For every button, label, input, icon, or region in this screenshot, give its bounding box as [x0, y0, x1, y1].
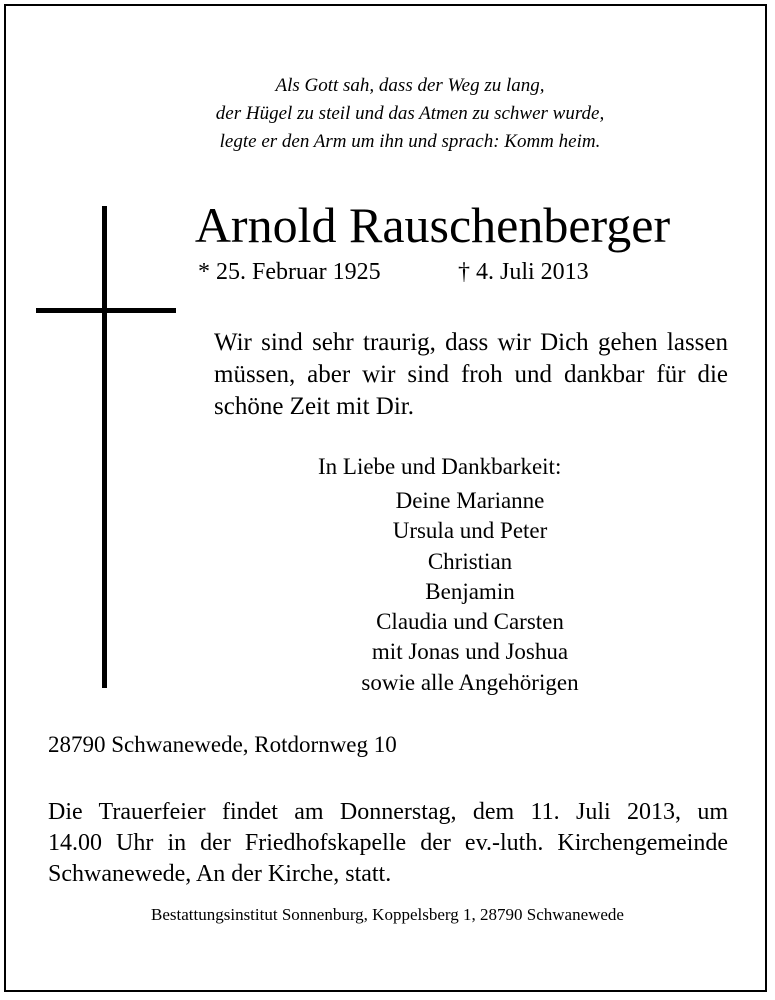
family-member: Benjamin: [425, 578, 515, 604]
family-member: Claudia und Carsten: [376, 609, 564, 635]
service-line: Die Trauerfeier findet am Donnerstag, dem 11. Juli 2013, um: [48, 799, 728, 825]
family-member: mit Jonas und Joshua: [371, 639, 569, 665]
family-member: sowie alle Angehörigen: [361, 669, 579, 695]
closing-phrase: In Liebe und Dankbarkeit:: [318, 454, 562, 479]
birth-date: * 25. Februar 1925: [198, 259, 381, 285]
message-line: Wir sind sehr traurig, dass wir Dich gehen lassen: [214, 329, 728, 356]
verse-line: legte er den Arm um ihn und sprach: Komm heim.: [219, 131, 601, 152]
family-member: Ursula und Peter: [392, 518, 548, 544]
verse-line: der Hügel zu steil und das Atmen zu schwer wurde,: [215, 103, 605, 124]
cross-icon-horizontal-bar: [36, 308, 176, 313]
family-member: Christian: [427, 548, 513, 574]
service-line: Schwanewede, An der Kirche, statt.: [48, 861, 392, 887]
verse-line: Als Gott sah, dass der Weg zu lang,: [275, 75, 545, 96]
message-line: müssen, aber wir sind froh und dankbar für die: [214, 361, 728, 388]
deceased-name: Arnold Rauschenberger: [194, 197, 671, 253]
family-member: Deine Marianne: [395, 488, 545, 513]
funeral-home-credit: Bestattungsinstitut Sonnenburg, Koppelsberg 1, 28790 Schwanewede: [151, 905, 624, 924]
funeral-service-info: [48, 797, 728, 890]
family-list: [290, 486, 650, 698]
cross-icon-vertical-bar: [102, 206, 107, 688]
memorial-verse: [150, 72, 670, 156]
service-line: 14.00 Uhr in der Friedhofskapelle der ev.-luth. Kirchengemeinde: [48, 830, 728, 856]
family-address: 28790 Schwanewede, Rotdornweg 10: [48, 732, 397, 757]
death-date: † 4. Juli 2013: [458, 259, 589, 285]
message-line: schöne Zeit mit Dir.: [214, 393, 414, 420]
farewell-message: [214, 327, 728, 423]
